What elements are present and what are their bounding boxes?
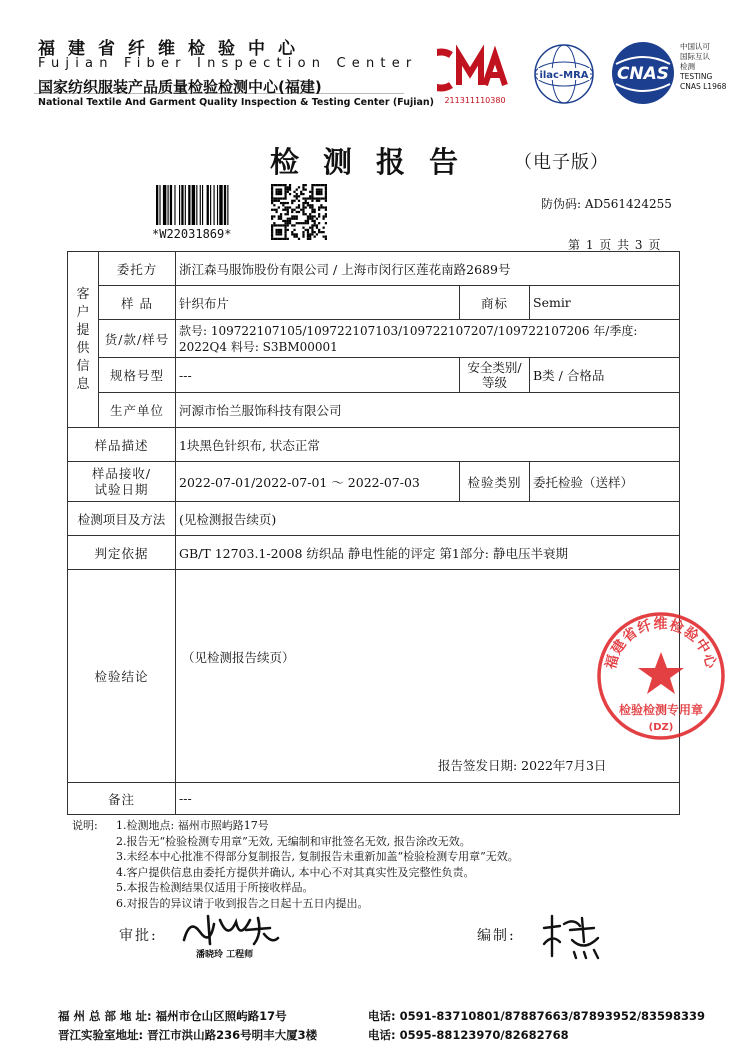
producer-value: 河源市怡兰服饰科技有限公司 bbox=[176, 393, 680, 428]
cma-logo-icon bbox=[437, 45, 513, 105]
center-name-en: National Textile And Garment Quality Inspection & Testing Center (Fujian) bbox=[38, 97, 434, 108]
approver-name: 潘晓玲 工程师 bbox=[196, 950, 254, 960]
hq-address: 福 州 总 部 地 址: 福州市仓山区照屿路17号 bbox=[58, 1009, 287, 1023]
safety-label-line: 安全类别/ bbox=[467, 360, 522, 375]
svg-text:ilac-MRA: ilac-MRA bbox=[539, 70, 589, 81]
safety-label bbox=[460, 358, 530, 393]
type-label: 检验类别 bbox=[460, 462, 530, 502]
cnas-logo-icon bbox=[610, 40, 676, 106]
conclusion-value: （见检测报告续页） bbox=[182, 650, 295, 665]
lab-address: 晋江实验室地址: 晋江市洪山路236号明丰大厦3楼 bbox=[58, 1028, 318, 1042]
brand-label: 商标 bbox=[460, 286, 530, 320]
style-label: 货/款/样号 bbox=[99, 320, 176, 358]
style-value bbox=[176, 320, 680, 358]
safety-label-line: 等级 bbox=[481, 375, 507, 390]
svg-text:CNAS: CNAS bbox=[616, 64, 670, 84]
seal-code: (DZ) bbox=[648, 722, 674, 733]
brand-value: Semir bbox=[530, 286, 680, 320]
issue-date: 报告签发日期: 2022年7月3日 bbox=[438, 758, 607, 773]
date-value: 2022-07-01/2022-07-01 ～ 2022-07-03 bbox=[176, 462, 460, 502]
notes-prefix: 说明: bbox=[72, 819, 98, 832]
producer-label: 生产单位 bbox=[99, 393, 176, 428]
remark-value: --- bbox=[176, 783, 680, 815]
style-value-line: 2022Q4 料号: S3BM00001 bbox=[179, 339, 338, 354]
ilac-mra-logo-icon bbox=[532, 42, 596, 106]
sample-value: 针织布片 bbox=[176, 286, 460, 320]
seal-top-text: 福建省纤维检验中心 bbox=[603, 616, 719, 671]
style-value-line: 款号: 109722107105/109722107103/109722107207/109722107206 年/季度: bbox=[179, 323, 638, 338]
spec-label: 规格号型 bbox=[99, 358, 176, 393]
note-item: 2.报告无“检验检测专用章”无效, 无编制和审批签名无效, 报告涂改无效。 bbox=[116, 834, 471, 848]
lab-phone: 电话: 0595-88123970/82682768 bbox=[368, 1028, 569, 1042]
editor-label: 编制: bbox=[477, 928, 516, 944]
group-label-text: 客户提供信息 bbox=[76, 286, 90, 392]
date-label-line: 样品接收/ bbox=[91, 465, 152, 481]
org-name-cn: 福建省纤维检验中心 bbox=[38, 39, 308, 59]
safety-value: B类 / 合格品 bbox=[530, 358, 680, 393]
basis-value: GB/T 12703.1-2008 纺织品 静电性能的评定 第1部分: 静电压半衰期 bbox=[176, 536, 680, 570]
hq-phone: 电话: 0591-83710801/87887663/87893952/83598339 bbox=[368, 1009, 706, 1023]
note-item: 3.未经本中心批准不得部分复制报告, 复制报告未重新加盖“检验检测专用章”无效。 bbox=[116, 850, 519, 864]
org-name-en: Fujian Fiber Inspection Center bbox=[38, 56, 418, 71]
editor-signature-icon bbox=[540, 912, 606, 962]
official-seal-icon bbox=[595, 610, 727, 742]
remark-label: 备注 bbox=[68, 783, 176, 815]
center-name-cn: 国家纺织服装产品质量检验检测中心(福建) bbox=[38, 78, 322, 96]
report-edition: （电子版） bbox=[514, 152, 609, 173]
seal-bottom-text: 检验检测专用章 bbox=[618, 703, 704, 717]
note-item: 1.检测地点: 福州市照屿路17号 bbox=[116, 819, 269, 832]
method-value: (见检测报告续页) bbox=[176, 502, 680, 536]
cnas-text-line: CNAS L1968 bbox=[680, 82, 727, 91]
note-item: 5.本报告检测结果仅适用于所接收样品。 bbox=[116, 881, 314, 895]
cnas-accreditation-text bbox=[680, 42, 726, 92]
approver-label: 审批: bbox=[119, 928, 158, 944]
qr-code-icon bbox=[271, 184, 327, 240]
method-label: 检测项目及方法 bbox=[68, 502, 176, 536]
date-label bbox=[68, 462, 176, 502]
page-number: 第 1 页 共 3 页 bbox=[568, 238, 662, 252]
sample-label: 样 品 bbox=[99, 286, 176, 320]
client-info-group-label bbox=[68, 252, 99, 428]
report-table bbox=[67, 251, 680, 815]
cnas-text-line: 国际互认 bbox=[680, 52, 710, 61]
client-value: 浙江森马服饰股份有限公司 / 上海市闵行区莲花南路2689号 bbox=[176, 252, 680, 286]
desc-value: 1块黑色针织布, 状态正常 bbox=[176, 428, 680, 462]
footer bbox=[58, 1007, 705, 1045]
type-value: 委托检验（送样） bbox=[530, 462, 680, 502]
cnas-text-line: 检测 bbox=[680, 62, 695, 71]
note-item: 4.客户提供信息由委托方提供并确认, 本中心不对其真实性及完整性负责。 bbox=[116, 865, 475, 879]
barcode-text: *W22031869* bbox=[152, 227, 232, 241]
report-title: 检测报告 bbox=[270, 145, 483, 179]
conclusion-label: 检验结论 bbox=[68, 570, 176, 783]
approver-signature-icon bbox=[180, 910, 280, 950]
note-item: 6.对报告的异议请于收到报告之日起十五日内提出。 bbox=[116, 896, 369, 910]
notes-section bbox=[72, 818, 519, 912]
cma-mark-icon bbox=[437, 45, 513, 95]
cnas-text-line: 中国认可 bbox=[680, 42, 710, 51]
cma-code: 211311110380 bbox=[444, 96, 506, 105]
desc-label: 样品描述 bbox=[68, 428, 176, 462]
date-label-line: 试验日期 bbox=[94, 481, 149, 497]
cnas-text-line: TESTING bbox=[680, 72, 713, 81]
basis-label: 判定依据 bbox=[68, 536, 176, 570]
anti-fake-code: 防伪码: AD561424255 bbox=[541, 197, 672, 211]
spec-value: --- bbox=[176, 358, 460, 393]
client-label: 委托方 bbox=[99, 252, 176, 286]
barcode-icon bbox=[156, 185, 256, 225]
